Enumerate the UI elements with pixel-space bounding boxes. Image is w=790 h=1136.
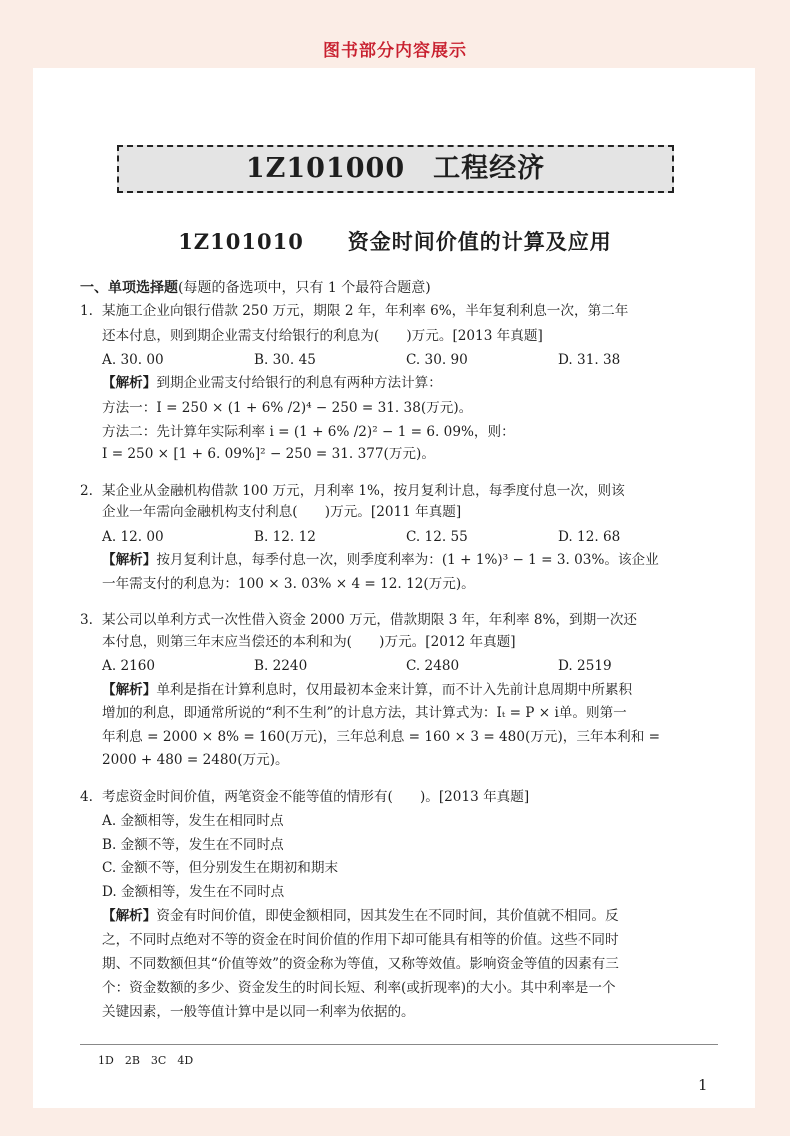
question-number: 4. — [80, 789, 93, 805]
analysis-label: 【解析】 — [102, 908, 157, 924]
analysis-line: 2000 + 480 = 2480(万元)。 — [102, 752, 289, 768]
analysis-line — [102, 907, 619, 925]
analysis-line: 方法一：I = 250 × (1 + 6% /2)⁴ − 250 = 31. 38(万元)。 — [102, 400, 473, 416]
option: A. 2160 — [102, 658, 156, 674]
option: D. 2519 — [558, 658, 612, 674]
chapter-title-box — [117, 145, 674, 193]
analysis-line: 之，不同时点绝对不等的资金在时间价值的作用下却可能具有相等的价值。这些不同时 — [102, 932, 619, 948]
option: A. 金额相等，发生在相同时点 — [102, 813, 284, 829]
question-type-note: (每题的备选项中，只有 1 个最符合题意) — [178, 280, 431, 296]
option: C. 12. 55 — [406, 529, 468, 545]
question-type-label: 一、单项选择题 — [80, 280, 178, 296]
analysis-label: 【解析】 — [102, 682, 157, 698]
option: A. 30. 00 — [102, 352, 164, 368]
question-stem-line: 企业一年需向金融机构支付利息( )万元。[2011 年真题] — [102, 504, 462, 520]
question-number: 2. — [80, 483, 93, 499]
option: D. 31. 38 — [558, 352, 621, 368]
footer-divider — [80, 1044, 718, 1045]
option: D. 金额相等，发生在不同时点 — [102, 884, 285, 900]
option: C. 2480 — [406, 658, 460, 674]
analysis-text: 资金有时间价值，即使金额相同，因其发生在不同时间，其价值就不相同。反 — [156, 908, 619, 924]
question-stem-line: 本付息，则第三年末应当偿还的本利和为( )万元。[2012 年真题] — [102, 634, 516, 650]
option: C. 金额不等，但分别发生在期初和期末 — [102, 860, 339, 876]
analysis-text: 按月复利计息，每季付息一次，则季度利率为：(1 + 1%)³ − 1 = 3. 03%。该企业 — [156, 552, 659, 568]
answer-key: 1D 2B 3C 4D — [98, 1054, 194, 1067]
question-stem-line: 某企业从金融机构借款 100 万元，月利率 1%，按月复利计息，每季度付息一次，则该 — [102, 483, 625, 499]
analysis-label: 【解析】 — [102, 552, 157, 568]
analysis-line: 年利息 = 2000 × 8% = 160(万元)，三年总利息 = 160 × 3 = 480(万元)，三年本利和 = — [102, 729, 661, 745]
banner — [0, 0, 790, 68]
question-number: 3. — [80, 612, 93, 628]
question-stem-line: 某公司以单利方式一次性借入资金 2000 万元，借款期限 3 年，年利率 8%，到期一次还 — [102, 612, 638, 628]
option: D. 12. 68 — [558, 529, 621, 545]
analysis-line — [102, 551, 659, 569]
option: B. 30. 45 — [254, 352, 316, 368]
analysis-text: 单利是指在计算利息时，仅用最初本金来计算，而不计入先前计息周期中所累积 — [156, 682, 633, 698]
analysis-line: 方法二：先计算年实际利率 i = (1 + 6% /2)² − 1 = 6. 09%，则： — [102, 424, 515, 440]
chapter-title: 1Z101000 工程经济 — [245, 153, 546, 184]
analysis-text: 到期企业需支付给银行的利息有两种方法计算： — [156, 375, 442, 391]
option: B. 金额不等，发生在不同时点 — [102, 837, 284, 853]
banner-title: 图书部分内容展示 — [323, 41, 467, 61]
analysis-line: 关键因素，一般等值计算中是以同一利率为依据的。 — [102, 1004, 415, 1020]
option: B. 12. 12 — [254, 529, 316, 545]
option: C. 30. 90 — [406, 352, 468, 368]
analysis-label: 【解析】 — [102, 375, 157, 391]
analysis-line: I = 250 × [1 + 6. 09%]² − 250 = 31. 377(万元)。 — [102, 446, 435, 462]
analysis-line: 个：资金数额的多少、资金发生的时间长短、利率(或折现率)的大小。其中利率是一个 — [102, 980, 616, 996]
question-stem-line: 还本付息，则到期企业需支付给银行的利息为( )万元。[2013 年真题] — [102, 328, 543, 344]
question-stem-line: 考虑资金时间价值，两笔资金不能等值的情形有( )。[2013 年真题] — [102, 789, 530, 805]
section-title: 1Z101010 资金时间价值的计算及应用 — [178, 229, 612, 254]
question-type-heading — [80, 277, 431, 297]
option: B. 2240 — [254, 658, 308, 674]
question-stem-line: 某施工企业向银行借款 250 万元，期限 2 年，年利率 6%，半年复利利息一次，第二年 — [102, 303, 629, 319]
analysis-line — [102, 681, 632, 699]
analysis-line: 增加的利息，即通常所说的“利不生利”的计息方法，其计算式为：Iₜ = P × i单。则第一 — [102, 705, 627, 721]
page-number: 1 — [698, 1076, 708, 1094]
analysis-line: 一年需支付的利息为：100 × 3. 03% × 4 = 12. 12(万元)。 — [102, 576, 475, 592]
analysis-line — [102, 374, 442, 392]
analysis-line: 期、不同数额但其“价值等效”的资金称为等值，又称等效值。影响资金等值的因素有三 — [102, 956, 619, 972]
option: A. 12. 00 — [102, 529, 164, 545]
question-number: 1. — [80, 303, 93, 319]
